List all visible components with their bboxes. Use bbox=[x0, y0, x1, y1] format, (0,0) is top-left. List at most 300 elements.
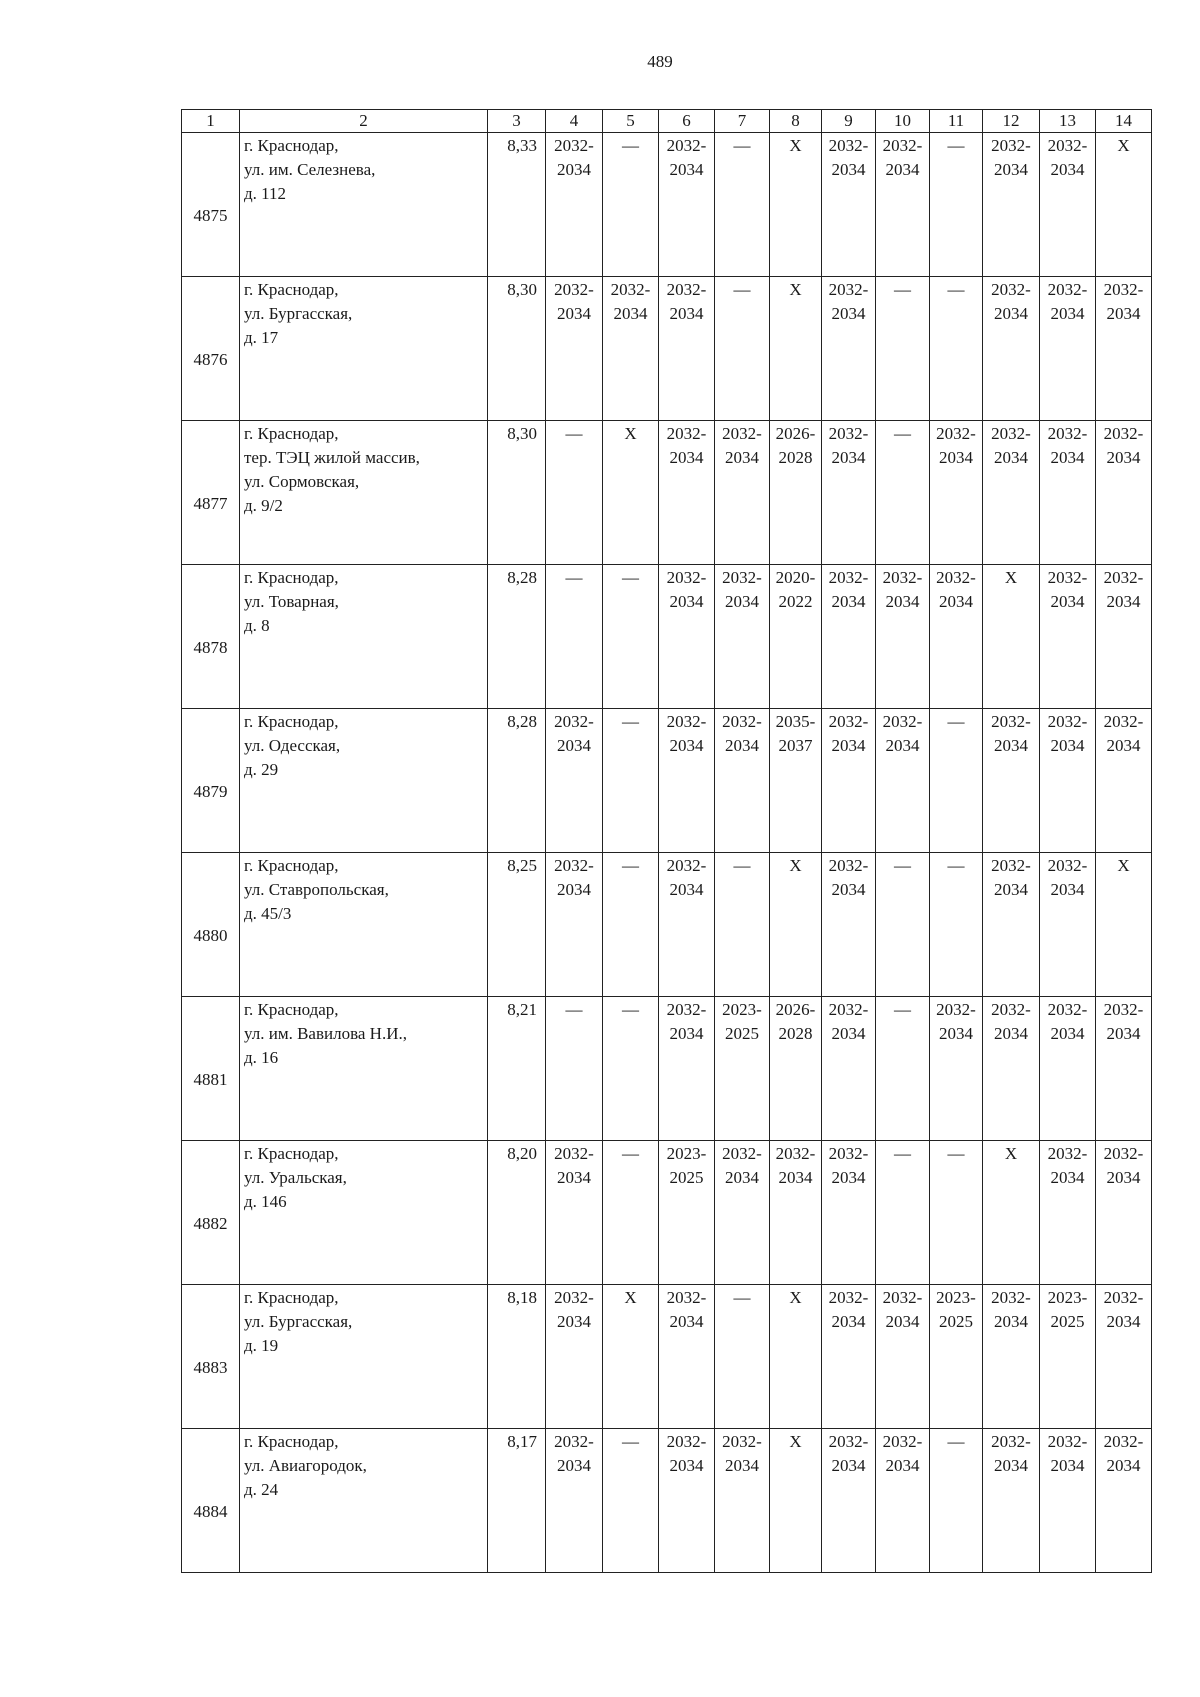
period-cell-col-4 bbox=[546, 133, 603, 277]
x-mark: X bbox=[1004, 1144, 1018, 1163]
column-header-2: 2 bbox=[240, 110, 488, 133]
period-cell-col-9 bbox=[822, 853, 876, 997]
period-text: 2034 bbox=[725, 1168, 759, 1187]
address-line: ул. Бургасская, bbox=[244, 1312, 353, 1331]
period-text: 2034 bbox=[994, 736, 1028, 755]
period-cell-col-12 bbox=[983, 1141, 1040, 1285]
period-text: 2034 bbox=[669, 736, 704, 755]
row-number: 4878 bbox=[182, 565, 240, 709]
period-text: 2034 bbox=[669, 880, 704, 899]
dash-mark: — bbox=[894, 856, 911, 875]
column-header-5: 5 bbox=[603, 110, 659, 133]
table-row bbox=[182, 133, 1152, 277]
period-cell-col-8 bbox=[770, 997, 822, 1141]
period-text: 2032- bbox=[554, 1288, 594, 1307]
period-cell-col-10 bbox=[876, 1285, 930, 1429]
period-cell-col-8 bbox=[770, 133, 822, 277]
address-line: д. 112 bbox=[244, 184, 287, 203]
period-text: 2034 bbox=[831, 1168, 866, 1187]
period-cell-col-4 bbox=[546, 709, 603, 853]
period-text: 2032- bbox=[666, 136, 707, 155]
address-cell bbox=[240, 709, 488, 853]
period-text: 2032- bbox=[991, 280, 1031, 299]
period-cell-col-14 bbox=[1096, 1141, 1152, 1285]
period-text: 2032- bbox=[554, 712, 594, 731]
period-text: 2023- bbox=[722, 1000, 762, 1019]
dash-mark: — bbox=[565, 424, 583, 443]
period-text: 2034 bbox=[557, 1456, 591, 1475]
address-line: д. 9/2 bbox=[244, 496, 283, 515]
period-cell-col-6 bbox=[659, 1429, 715, 1573]
period-cell-col-13 bbox=[1040, 1285, 1096, 1429]
dash-mark: — bbox=[622, 1144, 639, 1163]
period-text: 2034 bbox=[1106, 1024, 1141, 1043]
period-text: 2025 bbox=[669, 1168, 704, 1187]
period-text: 2032- bbox=[1047, 136, 1088, 155]
address-line: д. 24 bbox=[244, 1480, 279, 1499]
dash-mark: — bbox=[894, 424, 911, 443]
period-text: 2032- bbox=[882, 1288, 923, 1307]
period-text: 2034 bbox=[669, 160, 704, 179]
address-line: д. 19 bbox=[244, 1336, 279, 1355]
period-text: 2032- bbox=[828, 1144, 869, 1163]
period-cell-col-6 bbox=[659, 709, 715, 853]
period-text: 2034 bbox=[613, 304, 648, 323]
period-cell-col-8 bbox=[770, 565, 822, 709]
period-text: 2032- bbox=[828, 280, 869, 299]
address-line: г. Краснодар, bbox=[244, 1288, 339, 1307]
period-text: 2034 bbox=[994, 448, 1028, 467]
period-text: 2034 bbox=[885, 592, 920, 611]
period-text: 2032- bbox=[666, 1000, 707, 1019]
period-text: 2023- bbox=[936, 1288, 976, 1307]
period-cell-col-4 bbox=[546, 277, 603, 421]
period-cell-col-4 bbox=[546, 997, 603, 1141]
dash-mark: — bbox=[947, 280, 965, 299]
column-header-11: 11 bbox=[930, 110, 983, 133]
dash-mark: — bbox=[622, 712, 639, 731]
period-text: 2032- bbox=[882, 136, 923, 155]
address-line: д. 29 bbox=[244, 760, 279, 779]
period-text: 2034 bbox=[669, 1456, 704, 1475]
period-cell-col-11 bbox=[930, 421, 983, 565]
period-text: 2032- bbox=[1047, 856, 1088, 875]
period-text: 2034 bbox=[994, 1312, 1028, 1331]
period-text: 2034 bbox=[939, 1024, 973, 1043]
period-cell-col-13 bbox=[1040, 133, 1096, 277]
period-cell-col-14 bbox=[1096, 1429, 1152, 1573]
period-text: 2034 bbox=[1050, 736, 1085, 755]
address-line: ул. Сормовская, bbox=[244, 472, 360, 491]
period-text: 2034 bbox=[939, 448, 973, 467]
period-cell-col-6 bbox=[659, 1141, 715, 1285]
x-mark: X bbox=[624, 1288, 637, 1307]
period-text: 2034 bbox=[994, 304, 1028, 323]
score-cell: 8,21 bbox=[488, 997, 546, 1141]
period-text: 2034 bbox=[831, 1312, 866, 1331]
period-text: 2032- bbox=[1103, 1288, 1144, 1307]
column-header-13: 13 bbox=[1040, 110, 1096, 133]
period-cell-col-10 bbox=[876, 421, 930, 565]
period-text: 2034 bbox=[669, 304, 704, 323]
column-header-14: 14 bbox=[1096, 110, 1152, 133]
address-cell bbox=[240, 133, 488, 277]
address-line: д. 8 bbox=[244, 616, 270, 635]
column-header-6: 6 bbox=[659, 110, 715, 133]
period-cell-col-6 bbox=[659, 277, 715, 421]
address-line: д. 17 bbox=[244, 328, 279, 347]
column-header-7: 7 bbox=[715, 110, 770, 133]
period-text: 2032- bbox=[554, 136, 594, 155]
dash-mark: — bbox=[622, 568, 639, 587]
address-cell bbox=[240, 421, 488, 565]
period-cell-col-11 bbox=[930, 1141, 983, 1285]
period-text: 2034 bbox=[669, 448, 704, 467]
dash-mark: — bbox=[894, 280, 911, 299]
dash-mark: — bbox=[733, 856, 751, 875]
score-cell: 8,25 bbox=[488, 853, 546, 997]
column-header-10: 10 bbox=[876, 110, 930, 133]
period-text: 2034 bbox=[1106, 1456, 1141, 1475]
row-number: 4883 bbox=[182, 1285, 240, 1429]
period-text: 2034 bbox=[1050, 304, 1085, 323]
period-text: 2032- bbox=[991, 424, 1031, 443]
score-cell: 8,28 bbox=[488, 709, 546, 853]
period-text: 2034 bbox=[939, 592, 973, 611]
period-cell-col-4 bbox=[546, 1285, 603, 1429]
table-body bbox=[182, 133, 1152, 1573]
period-cell-col-6 bbox=[659, 1285, 715, 1429]
column-header-12: 12 bbox=[983, 110, 1040, 133]
period-text: 2034 bbox=[557, 304, 591, 323]
period-text: 2032- bbox=[828, 424, 869, 443]
period-text: 2032- bbox=[666, 568, 707, 587]
dash-mark: — bbox=[622, 1432, 639, 1451]
period-text: 2034 bbox=[725, 592, 759, 611]
period-cell-col-13 bbox=[1040, 997, 1096, 1141]
period-cell-col-7 bbox=[715, 853, 770, 997]
period-text: 2034 bbox=[831, 1024, 866, 1043]
table-row bbox=[182, 1285, 1152, 1429]
period-cell-col-11 bbox=[930, 277, 983, 421]
period-text: 2032- bbox=[991, 1432, 1031, 1451]
x-mark: X bbox=[624, 424, 637, 443]
period-text: 2034 bbox=[725, 736, 759, 755]
address-line: ул. Одесская, bbox=[244, 736, 341, 755]
period-text: 2032- bbox=[722, 1432, 762, 1451]
x-mark: X bbox=[1004, 568, 1018, 587]
score-cell: 8,30 bbox=[488, 421, 546, 565]
column-header-8: 8 bbox=[770, 110, 822, 133]
period-cell-col-14 bbox=[1096, 1285, 1152, 1429]
period-text: 2034 bbox=[831, 736, 866, 755]
period-cell-col-9 bbox=[822, 1285, 876, 1429]
address-line: г. Краснодар, bbox=[244, 1432, 339, 1451]
table-row bbox=[182, 421, 1152, 565]
column-number-row bbox=[182, 110, 1152, 133]
period-text: 2034 bbox=[1050, 592, 1085, 611]
column-header-3: 3 bbox=[488, 110, 546, 133]
period-cell-col-12 bbox=[983, 997, 1040, 1141]
x-mark: X bbox=[789, 856, 802, 875]
row-number: 4882 bbox=[182, 1141, 240, 1285]
period-text: 2034 bbox=[725, 1456, 759, 1475]
address-line: г. Краснодар, bbox=[244, 424, 339, 443]
period-text: 2032- bbox=[1103, 1144, 1144, 1163]
address-line: г. Краснодар, bbox=[244, 712, 339, 731]
address-cell bbox=[240, 277, 488, 421]
period-cell-col-11 bbox=[930, 853, 983, 997]
period-cell-col-7 bbox=[715, 997, 770, 1141]
period-cell-col-9 bbox=[822, 1141, 876, 1285]
period-cell-col-8 bbox=[770, 1141, 822, 1285]
period-text: 2025 bbox=[939, 1312, 973, 1331]
period-cell-col-8 bbox=[770, 1429, 822, 1573]
period-text: 2034 bbox=[831, 1456, 866, 1475]
table-row bbox=[182, 853, 1152, 997]
period-cell-col-11 bbox=[930, 133, 983, 277]
period-cell-col-9 bbox=[822, 1429, 876, 1573]
period-cell-col-10 bbox=[876, 565, 930, 709]
dash-mark: — bbox=[733, 1288, 751, 1307]
period-cell-col-8 bbox=[770, 709, 822, 853]
dash-mark: — bbox=[622, 856, 639, 875]
period-text: 2032- bbox=[1103, 568, 1144, 587]
period-cell-col-14 bbox=[1096, 709, 1152, 853]
dash-mark: — bbox=[622, 1000, 639, 1019]
period-text: 2032- bbox=[1047, 568, 1088, 587]
x-mark: X bbox=[789, 1432, 802, 1451]
period-text: 2032- bbox=[1103, 1000, 1144, 1019]
dash-mark: — bbox=[894, 1144, 911, 1163]
period-cell-col-10 bbox=[876, 1141, 930, 1285]
period-cell-col-11 bbox=[930, 1285, 983, 1429]
score-cell: 8,33 bbox=[488, 133, 546, 277]
dash-mark: — bbox=[947, 1432, 965, 1451]
period-cell-col-10 bbox=[876, 997, 930, 1141]
period-text: 2034 bbox=[994, 160, 1028, 179]
period-cell-col-6 bbox=[659, 133, 715, 277]
column-header-9: 9 bbox=[822, 110, 876, 133]
period-text: 2034 bbox=[885, 160, 920, 179]
period-text: 2023- bbox=[666, 1144, 707, 1163]
period-text: 2034 bbox=[669, 1024, 704, 1043]
period-text: 2034 bbox=[778, 1168, 813, 1187]
period-text: 2032- bbox=[1047, 280, 1088, 299]
dash-mark: — bbox=[733, 280, 751, 299]
period-cell-col-10 bbox=[876, 1429, 930, 1573]
period-text: 2032- bbox=[666, 1288, 707, 1307]
period-cell-col-6 bbox=[659, 997, 715, 1141]
dash-mark: — bbox=[894, 1000, 911, 1019]
period-text: 2032- bbox=[1047, 712, 1088, 731]
period-text: 2034 bbox=[557, 1312, 591, 1331]
period-text: 2032- bbox=[991, 136, 1031, 155]
table-row bbox=[182, 1429, 1152, 1573]
period-cell-col-11 bbox=[930, 565, 983, 709]
period-cell-col-10 bbox=[876, 133, 930, 277]
address-cell bbox=[240, 1141, 488, 1285]
period-cell-col-8 bbox=[770, 277, 822, 421]
period-cell-col-11 bbox=[930, 709, 983, 853]
period-text: 2032- bbox=[1047, 424, 1088, 443]
period-text: 2034 bbox=[669, 592, 704, 611]
address-line: г. Краснодар, bbox=[244, 280, 339, 299]
period-text: 2032- bbox=[882, 712, 923, 731]
address-line: г. Краснодар, bbox=[244, 856, 339, 875]
address-line: г. Краснодар, bbox=[244, 136, 339, 155]
dash-mark: — bbox=[947, 856, 965, 875]
period-cell-col-13 bbox=[1040, 709, 1096, 853]
period-text: 2032- bbox=[554, 856, 594, 875]
period-text: 2034 bbox=[725, 448, 759, 467]
period-cell-col-4 bbox=[546, 853, 603, 997]
period-text: 2032- bbox=[722, 424, 762, 443]
period-cell-col-5 bbox=[603, 421, 659, 565]
address-line: ул. Уральская, bbox=[244, 1168, 347, 1187]
table-row bbox=[182, 709, 1152, 853]
period-cell-col-5 bbox=[603, 997, 659, 1141]
x-mark: X bbox=[789, 1288, 802, 1307]
period-text: 2032- bbox=[1047, 1432, 1088, 1451]
period-cell-col-8 bbox=[770, 853, 822, 997]
row-number: 4881 bbox=[182, 997, 240, 1141]
period-text: 2032- bbox=[666, 280, 707, 299]
period-text: 2034 bbox=[1050, 1168, 1085, 1187]
period-text: 2032- bbox=[610, 280, 651, 299]
period-text: 2034 bbox=[1050, 880, 1085, 899]
x-mark: X bbox=[789, 280, 802, 299]
period-text: 2034 bbox=[1106, 1312, 1141, 1331]
address-line: г. Краснодар, bbox=[244, 1144, 339, 1163]
period-cell-col-13 bbox=[1040, 1141, 1096, 1285]
period-cell-col-9 bbox=[822, 133, 876, 277]
period-text: 2034 bbox=[557, 1168, 591, 1187]
period-text: 2032- bbox=[1103, 424, 1144, 443]
period-cell-col-11 bbox=[930, 1429, 983, 1573]
period-text: 2034 bbox=[557, 880, 591, 899]
period-text: 2032- bbox=[936, 1000, 976, 1019]
period-cell-col-5 bbox=[603, 277, 659, 421]
period-text: 2034 bbox=[1050, 1024, 1085, 1043]
period-cell-col-9 bbox=[822, 997, 876, 1141]
period-cell-col-7 bbox=[715, 1141, 770, 1285]
period-text: 2025 bbox=[725, 1024, 759, 1043]
period-cell-col-7 bbox=[715, 133, 770, 277]
period-text: 2034 bbox=[885, 736, 920, 755]
row-number: 4875 bbox=[182, 133, 240, 277]
period-text: 2037 bbox=[778, 736, 813, 755]
table-row bbox=[182, 277, 1152, 421]
period-cell-col-14 bbox=[1096, 853, 1152, 997]
dash-mark: — bbox=[947, 136, 965, 155]
period-text: 2034 bbox=[557, 736, 591, 755]
period-text: 2032- bbox=[828, 712, 869, 731]
period-cell-col-14 bbox=[1096, 997, 1152, 1141]
period-cell-col-7 bbox=[715, 277, 770, 421]
period-cell-col-12 bbox=[983, 421, 1040, 565]
address-line: тер. ТЭЦ жилой массив, bbox=[244, 448, 420, 467]
period-text: 2032- bbox=[828, 1288, 869, 1307]
period-text: 2034 bbox=[1106, 1168, 1141, 1187]
address-line: ул. Бургасская, bbox=[244, 304, 353, 323]
score-cell: 8,28 bbox=[488, 565, 546, 709]
period-text: 2034 bbox=[1106, 448, 1141, 467]
period-text: 2034 bbox=[831, 304, 866, 323]
period-cell-col-5 bbox=[603, 133, 659, 277]
period-text: 2023- bbox=[1047, 1288, 1088, 1307]
score-cell: 8,18 bbox=[488, 1285, 546, 1429]
period-text: 2032- bbox=[666, 424, 707, 443]
period-text: 2034 bbox=[1050, 1456, 1085, 1475]
period-text: 2032- bbox=[554, 280, 594, 299]
housing-register-table bbox=[181, 109, 1152, 1573]
period-text: 2032- bbox=[991, 1288, 1031, 1307]
column-header-4: 4 bbox=[546, 110, 603, 133]
period-text: 2022 bbox=[778, 592, 813, 611]
period-text: 2034 bbox=[1106, 304, 1141, 323]
period-text: 2032- bbox=[666, 712, 707, 731]
period-text: 2032- bbox=[722, 568, 762, 587]
dash-mark: — bbox=[733, 136, 751, 155]
period-cell-col-8 bbox=[770, 1285, 822, 1429]
period-cell-col-7 bbox=[715, 1285, 770, 1429]
period-cell-col-12 bbox=[983, 853, 1040, 997]
period-text: 2034 bbox=[831, 880, 866, 899]
period-text: 2032- bbox=[828, 1000, 869, 1019]
period-cell-col-7 bbox=[715, 565, 770, 709]
period-cell-col-9 bbox=[822, 277, 876, 421]
period-text: 2034 bbox=[1050, 448, 1085, 467]
period-cell-col-14 bbox=[1096, 277, 1152, 421]
period-cell-col-5 bbox=[603, 709, 659, 853]
period-cell-col-12 bbox=[983, 1285, 1040, 1429]
period-cell-col-9 bbox=[822, 565, 876, 709]
period-text: 2034 bbox=[831, 160, 866, 179]
period-cell-col-5 bbox=[603, 1141, 659, 1285]
period-cell-col-6 bbox=[659, 565, 715, 709]
address-line: ул. им. Селезнева, bbox=[244, 160, 376, 179]
address-line: д. 146 bbox=[244, 1192, 287, 1211]
period-text: 2028 bbox=[778, 1024, 813, 1043]
dash-mark: — bbox=[947, 1144, 965, 1163]
period-text: 2034 bbox=[1050, 160, 1085, 179]
period-text: 2034 bbox=[669, 1312, 704, 1331]
period-cell-col-4 bbox=[546, 1141, 603, 1285]
address-line: ул. Товарная, bbox=[244, 592, 339, 611]
period-text: 2032- bbox=[666, 856, 707, 875]
period-text: 2032- bbox=[1047, 1144, 1088, 1163]
period-text: 2032- bbox=[1047, 1000, 1088, 1019]
period-text: 2032- bbox=[882, 1432, 923, 1451]
period-text: 2032- bbox=[936, 424, 976, 443]
page-number: 489 bbox=[647, 52, 673, 71]
address-cell bbox=[240, 1285, 488, 1429]
period-cell-col-7 bbox=[715, 709, 770, 853]
period-cell-col-13 bbox=[1040, 565, 1096, 709]
address-line: д. 45/3 bbox=[244, 904, 292, 923]
address-line: г. Краснодар, bbox=[244, 568, 339, 587]
period-text: 2032- bbox=[1103, 280, 1144, 299]
score-cell: 8,17 bbox=[488, 1429, 546, 1573]
period-text: 2032- bbox=[775, 1144, 816, 1163]
period-cell-col-12 bbox=[983, 277, 1040, 421]
period-cell-col-14 bbox=[1096, 565, 1152, 709]
period-cell-col-13 bbox=[1040, 853, 1096, 997]
period-text: 2035- bbox=[775, 712, 816, 731]
period-text: 2032- bbox=[828, 568, 869, 587]
row-number: 4884 bbox=[182, 1429, 240, 1573]
